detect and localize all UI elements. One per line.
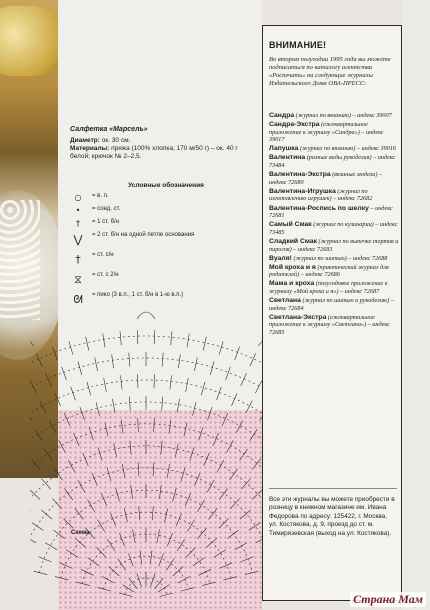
magazine-description: (вязаные модели) – индекс 72680: [269, 171, 383, 186]
magazine-item: [269, 297, 399, 312]
stitch-mark: [121, 375, 123, 389]
magazine-item: [269, 238, 399, 253]
stitch-mark: [98, 588, 112, 591]
stitch-mark: [207, 480, 214, 492]
stitch-mark: [30, 409, 32, 421]
slip-stitch-icon: •: [75, 206, 81, 215]
stitch-mark: [101, 493, 106, 506]
stitch-mark: [167, 464, 169, 478]
stitch-mark: [104, 378, 107, 392]
magazine-name: Валентина-Экстра: [269, 171, 331, 179]
stitch-mark: [30, 381, 37, 393]
panel-divider: [269, 488, 397, 489]
stitch-mark: [76, 582, 90, 586]
magazine-list: [269, 112, 399, 338]
stitch-mark: [199, 569, 212, 575]
magazine-item: [269, 145, 399, 153]
stitch-mark: [230, 499, 240, 509]
legend-item: [66, 272, 246, 288]
stitch-mark: [114, 443, 117, 457]
stitch-mark: [166, 559, 174, 571]
single-crochet-icon: †: [76, 219, 80, 228]
stitch-mark: [64, 413, 70, 426]
magazine-name: Светлана-Экстра: [269, 313, 327, 321]
stitch-mark: [34, 571, 48, 574]
stitch-mark: [158, 585, 170, 593]
stitch-mark: [131, 485, 133, 499]
stitch-mark: [30, 490, 40, 500]
stitch-mark: [241, 557, 254, 562]
stitch-mark: [197, 528, 206, 539]
stitch-mark: [138, 374, 139, 388]
stitch-mark: [181, 468, 185, 482]
magazine-name: Мой кроха и я: [269, 263, 316, 271]
stitch-mark: [55, 469, 63, 480]
stitch-mark: [240, 510, 251, 519]
stitch-mark: [45, 449, 53, 461]
stitch-mark: [52, 347, 57, 360]
stitch-mark: [154, 330, 155, 344]
stitch-mark: [88, 558, 99, 566]
stitch-mark: [178, 576, 190, 583]
legend-text: = ст. с 2/н: [92, 272, 119, 278]
magazine-description: – индекс 72681: [269, 204, 393, 220]
chain-stitch-icon: ○: [74, 193, 82, 202]
stitch-mark: [195, 473, 200, 486]
stitch-mark: [155, 578, 164, 589]
stitch-mark: [177, 539, 185, 551]
stitch-mark: [159, 485, 161, 499]
magazine-description: (ежеквартальное приложение к журналу «Сандра») – индекс 39017: [269, 121, 384, 144]
stitch-mark: [186, 548, 196, 558]
stitch-mark: [59, 440, 66, 452]
magazine-item: [269, 171, 399, 186]
stitch-mark: [224, 577, 238, 581]
stitch-mark: [92, 473, 97, 486]
stitch-mark: [194, 357, 197, 371]
stitch-mark: [154, 418, 155, 432]
chain-arc: [61, 512, 231, 578]
stitch-mark: [230, 469, 238, 480]
stitch-mark: [103, 334, 105, 348]
stitch-mark: [83, 453, 89, 466]
magazine-description: (полугодовое приложение к журналу «Мой кроха и я») – индекс 72687: [269, 280, 388, 295]
stitch-mark: [68, 460, 75, 472]
magazine-description: (журнал по шитью и рукоделию) – индекс 72684: [269, 297, 394, 312]
stitch-mark: [186, 378, 189, 392]
stitch-mark: [226, 367, 231, 380]
magazine-name: Сандра: [269, 112, 295, 119]
stitch-mark: [219, 341, 223, 355]
stitch-mark: [214, 550, 226, 558]
stitch-mark: [231, 393, 237, 406]
magazine-description: (журнал по изготовлению игрушек) – индекс 72682: [269, 187, 373, 203]
stitch-mark: [210, 362, 214, 376]
legend-text: = в. п.: [92, 193, 109, 199]
stitch-mark: [173, 567, 183, 576]
stitch-mark: [64, 519, 74, 529]
stitch-mark: [167, 533, 172, 546]
magazine-name: Самый Смак: [269, 221, 312, 229]
legend-heading: Условные обозначения: [128, 182, 204, 189]
stitch-mark: [184, 423, 187, 437]
page-margin: [402, 0, 430, 610]
crochet-chart-diagram: [30, 300, 262, 600]
stitch-mark: [122, 464, 124, 478]
stitch-mark: [54, 530, 65, 538]
stitch-mark: [197, 500, 204, 512]
stitch-mark: [165, 509, 168, 523]
stitch-mark: [124, 509, 127, 523]
stitch-mark: [249, 523, 261, 531]
stitch-mark: [35, 429, 43, 441]
stitch-mark: [235, 543, 247, 550]
stitch-mark: [78, 480, 85, 492]
stitch-mark: [89, 427, 93, 440]
symbol-legend: [66, 182, 246, 312]
magazine-description: (журнал по выпечке тортов и пирогов) – индекс 72683: [269, 237, 399, 253]
stitch-mark: [187, 334, 189, 348]
stitch-mark: [255, 381, 262, 393]
panel-heading: ВНИМАНИЕ!: [269, 40, 327, 50]
stitch-mark: [88, 500, 95, 512]
stitch-mark: [201, 382, 205, 396]
stitch-mark: [204, 453, 210, 466]
pattern-info: [70, 126, 248, 161]
magazine-name: Светлана: [269, 297, 301, 305]
magazine-item: [269, 188, 399, 203]
magazine-description: (журнал по вязанию) – индекс 39007: [294, 112, 392, 119]
stitch-mark: [119, 593, 132, 597]
subscription-panel: [262, 25, 402, 601]
magazine-item: [269, 112, 399, 120]
picot-icon: ᘛ: [73, 293, 83, 306]
stitch-mark: [98, 447, 102, 460]
stitch-mark: [120, 331, 121, 345]
stitch-mark: [241, 479, 250, 490]
stitch-mark: [107, 468, 111, 482]
stitch-mark: [97, 520, 104, 532]
stitch-mark: [86, 337, 89, 351]
stitch-mark: [95, 357, 98, 371]
treble-crochet-icon: ⧖: [74, 273, 82, 286]
stitch-mark: [240, 449, 248, 461]
stitch-mark: [245, 571, 259, 574]
legend-item: [66, 252, 246, 268]
stitch-mark: [217, 387, 222, 400]
stitch-mark: [181, 588, 195, 591]
legend-text: = ст. с/н: [92, 252, 114, 258]
stitch-mark: [171, 331, 172, 345]
stitch-mark: [129, 578, 138, 589]
materials-label: Материалы:: [70, 145, 110, 152]
stitch-mark: [199, 427, 203, 440]
stitch-mark: [137, 574, 142, 587]
cup-photo-detail: [0, 6, 58, 76]
legend-text: = пико (3 в.п., 1 ст. б/н в 1-ю в.п.): [92, 292, 184, 298]
stitch-mark: [162, 397, 163, 411]
stitch-mark: [170, 375, 172, 389]
materials-row: [70, 145, 248, 161]
materials-value: пряжа (100% хлопка; 170 м/50 г) – ок. 40 г белой; крючок № 2–2,5.: [70, 145, 238, 160]
magazine-name: Сандра-Экстра: [269, 121, 320, 129]
stitch-mark: [177, 399, 179, 413]
stitch-mark: [139, 506, 140, 520]
stitch-mark: [222, 413, 228, 426]
magazine-name: Валентина-Роспись по шелку: [269, 204, 369, 212]
increase-stitch-icon: ⋁: [73, 233, 83, 246]
stitch-mark: [75, 508, 84, 519]
stitch-mark: [65, 489, 73, 500]
stitch-mark: [113, 399, 115, 413]
stitch-mark: [178, 354, 180, 368]
chain-arc: [30, 446, 262, 562]
stitch-mark: [138, 462, 139, 476]
stitch-mark: [74, 433, 80, 446]
stitch-mark: [151, 574, 156, 587]
stitch-mark: [97, 548, 107, 558]
stitch-mark: [157, 529, 160, 543]
stitch-mark: [140, 550, 142, 564]
chart-stitches: [30, 312, 262, 597]
legend-item: [66, 206, 246, 215]
schema-label: Схема: [71, 530, 90, 536]
stitch-mark: [32, 523, 44, 531]
magazine-name: Лапушка: [269, 145, 299, 153]
panel-intro: Во втором полугодии 1995 года вы можете подписаться по каталогу агентства «Роспечать» на следующие журналы Издательского Дома ОВА-ПРЕСС:: [269, 56, 391, 87]
legend-item: [66, 193, 246, 202]
stitch-mark: [169, 420, 171, 434]
legend-item: [66, 219, 246, 228]
picot-scallop: [137, 312, 155, 319]
stitch-mark: [96, 402, 100, 416]
stitch-mark: [129, 353, 130, 367]
stitch-mark: [121, 420, 123, 434]
stitch-mark: [250, 429, 258, 441]
stitch-mark: [42, 479, 51, 490]
stitch-mark: [202, 582, 216, 586]
magazine-item: [269, 255, 399, 263]
magazine-name: Валентина: [269, 154, 306, 162]
magazine-item: [269, 154, 399, 169]
stitch-mark: [187, 520, 194, 532]
stitch-mark: [190, 447, 194, 460]
magazine-item: [269, 205, 399, 220]
stitch-mark: [154, 374, 155, 388]
magazine-item: [269, 221, 399, 236]
stitch-mark: [55, 393, 61, 406]
stitch-mark: [69, 341, 73, 355]
stitch-mark: [107, 539, 115, 551]
double-crochet-icon: †: [75, 253, 81, 266]
stitch-mark: [252, 459, 261, 470]
stitch-mark: [118, 559, 126, 571]
stitch-mark: [105, 423, 108, 437]
magazine-name: Мама и кроха: [269, 280, 315, 288]
magazine-name: Валентина-Игрушка: [269, 187, 336, 195]
magazine-name: Сладкий Смак: [269, 237, 317, 245]
stitch-mark: [153, 462, 154, 476]
magazine-name: Вуаля!: [269, 254, 292, 262]
pattern-title: Салфетка «Марсель»: [70, 126, 148, 133]
stitch-mark: [219, 519, 229, 529]
diameter-label: Диаметр:: [70, 137, 100, 144]
stitch-mark: [252, 490, 262, 500]
stitch-mark: [227, 440, 234, 452]
stitch-mark: [112, 354, 114, 368]
magazine-item: [269, 264, 399, 279]
stitch-mark: [129, 397, 130, 411]
magazine-description: (журнал по кулинарии) – индекс 73485: [269, 221, 398, 236]
legend-text: = 1 ст. б/н: [92, 219, 120, 225]
stitch-mark: [87, 382, 91, 396]
magazine-item: [269, 280, 399, 295]
magazine-item: [269, 121, 399, 144]
panel-footer: Все эти журналы вы можете приобрести в розницу в книжном магазине им. Ивана Федорова по адресу: 125422, г. Москва, ул. Костякова, д. 9, проезд до ст. м. Тимирязевская (выход на ул. Костякова).: [269, 496, 395, 537]
stitch-mark: [175, 443, 178, 457]
stitch-mark: [209, 508, 218, 519]
stitch-mark: [133, 529, 136, 543]
diameter-value: ок. 30 см.: [99, 137, 131, 144]
stitch-mark: [161, 441, 162, 455]
stitch-mark: [203, 337, 206, 351]
picot-scallop: [30, 339, 34, 346]
stitch-mark: [162, 353, 163, 367]
stitch-mark: [55, 577, 69, 581]
stitch-mark: [123, 585, 135, 593]
magazine-description: (журнал по шитью) – индекс 72688: [291, 254, 388, 262]
stitch-mark: [30, 536, 36, 543]
diameter-row: [70, 137, 248, 145]
stitch-mark: [193, 402, 197, 416]
stitch-mark: [227, 530, 238, 538]
stitch-mark: [102, 576, 114, 583]
stitch-mark: [152, 506, 153, 520]
stitch-mark: [213, 433, 219, 446]
stitch-mark: [208, 407, 213, 420]
stitch-mark: [80, 407, 85, 420]
magazine-item: [269, 314, 399, 337]
stitch-mark: [110, 513, 115, 526]
stitch-mark: [116, 488, 120, 502]
legend-item: [66, 232, 246, 248]
magazine-description: (ежеквартальное приложение к журналу «Светлана») – индекс 72685: [269, 313, 390, 336]
stitch-mark: [52, 499, 62, 509]
stitch-mark: [130, 441, 131, 455]
legend-text: = соед. ст.: [92, 206, 121, 212]
stitch-mark: [160, 593, 174, 597]
magazine-description: (журнал по вязанию) – индекс 39016: [298, 145, 397, 153]
stitch-mark: [193, 558, 204, 566]
stitch-mark: [217, 460, 224, 472]
watermark-logo: Страна Мам: [350, 592, 426, 607]
stitch-mark: [81, 569, 94, 575]
magazine-description: (практический журнал для родителей) – индекс 72686: [269, 263, 389, 279]
stitch-mark: [219, 489, 227, 500]
stitch-mark: [78, 362, 82, 376]
stitch-mark: [66, 550, 78, 558]
legend-text: = 2 ст. б/н на одной петле основания: [92, 232, 195, 238]
stitch-mark: [173, 488, 177, 502]
magazine-description: (разные виды рукоделия) – индекс 73484: [269, 154, 396, 170]
stitch-mark: [137, 330, 138, 344]
stitch-mark: [150, 550, 152, 564]
stitch-mark: [71, 387, 76, 400]
stitch-mark: [138, 418, 139, 432]
chain-arc: [30, 468, 262, 567]
stitch-mark: [62, 367, 67, 380]
stitch-mark: [235, 347, 240, 360]
